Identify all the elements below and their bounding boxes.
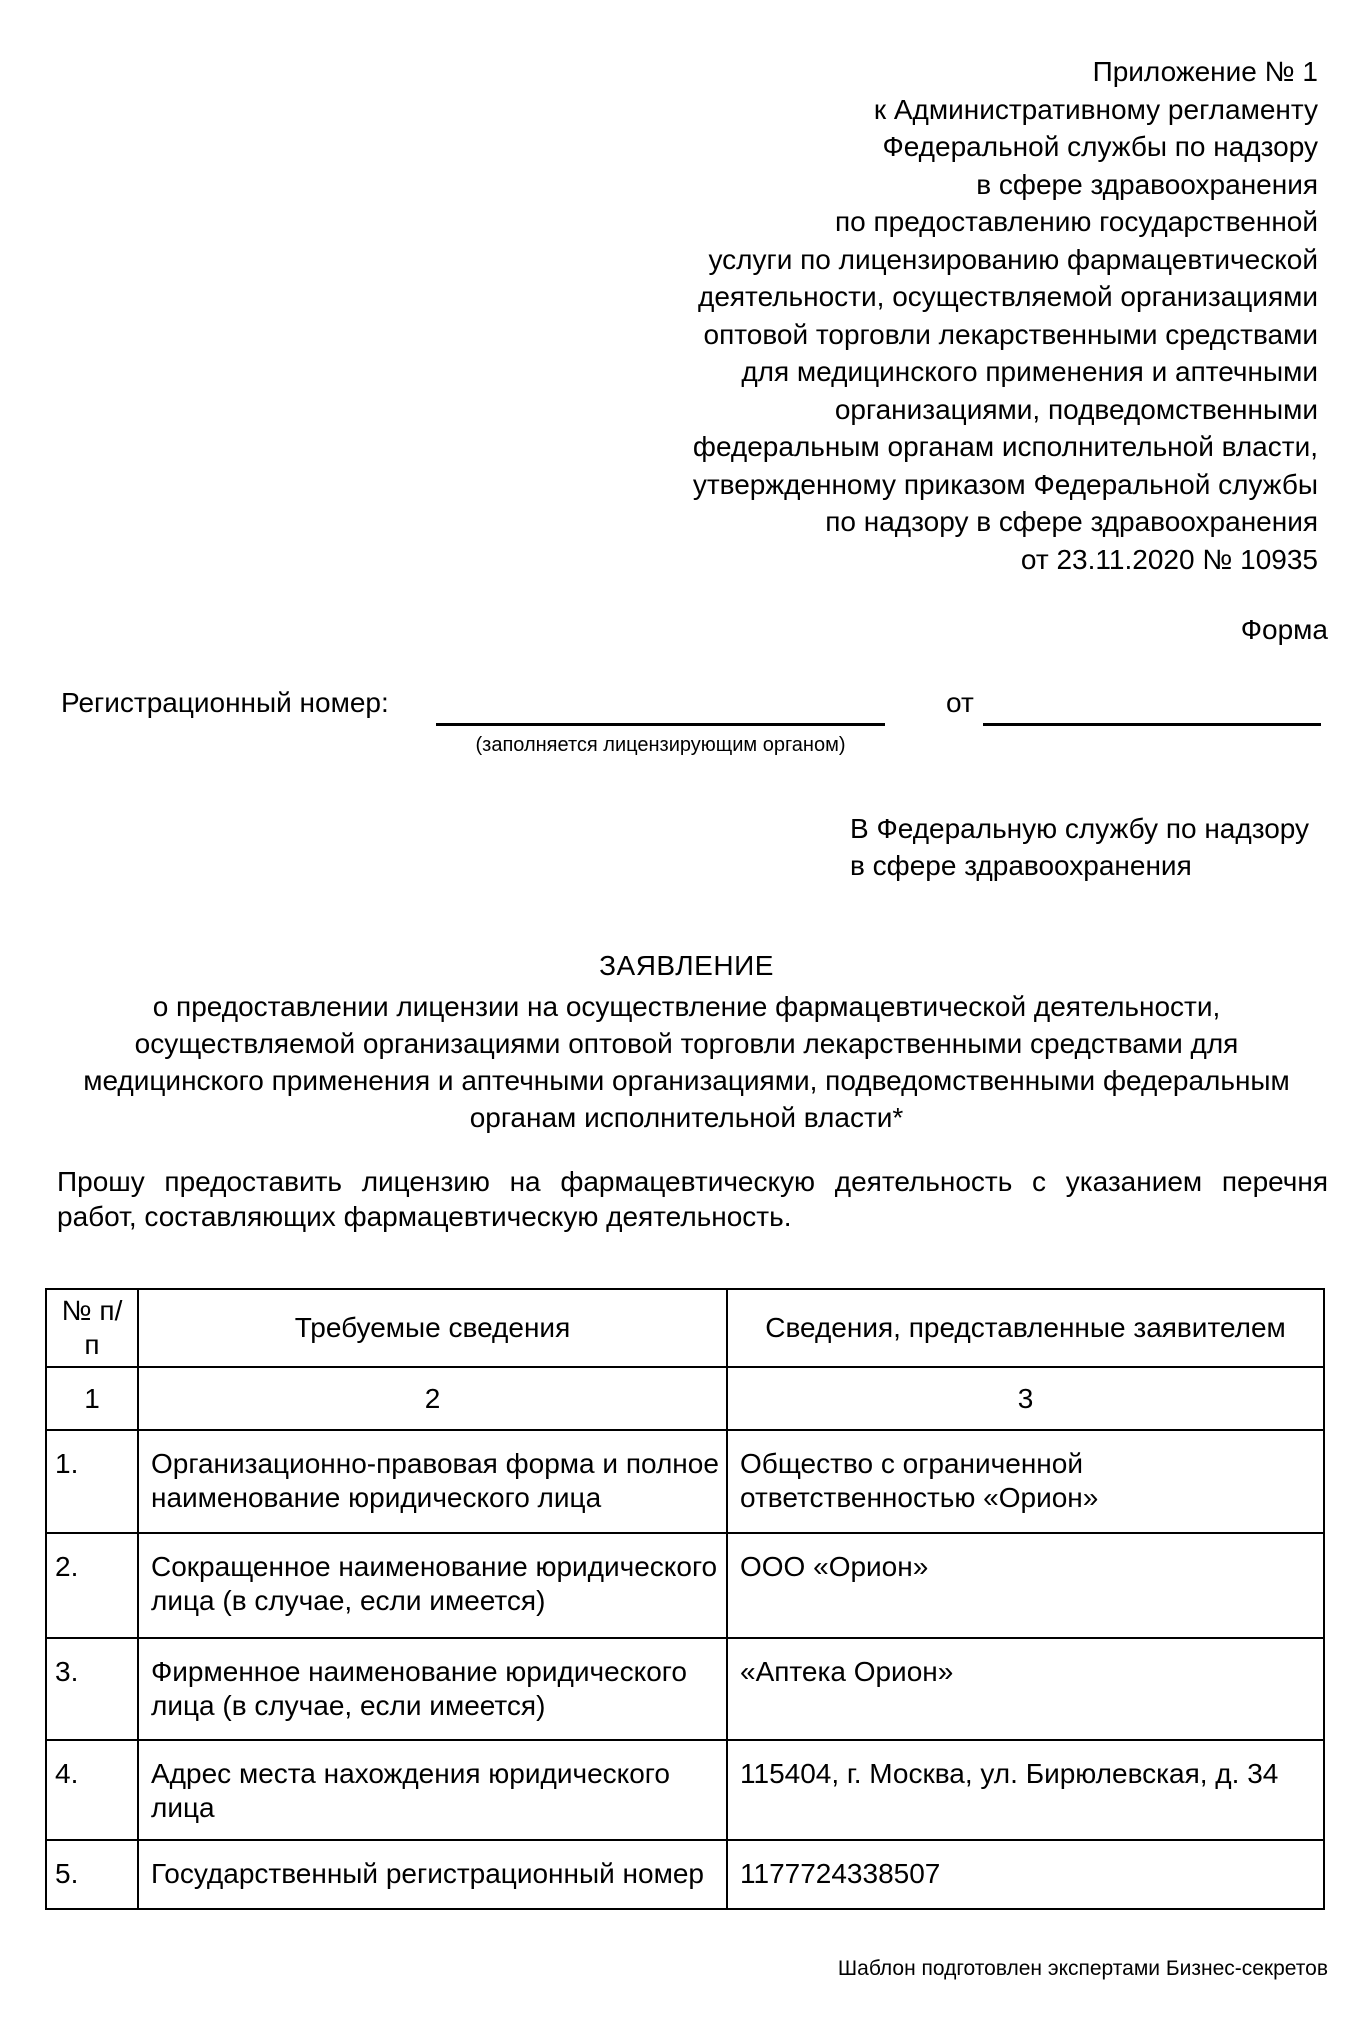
table-cell-num: 5. <box>46 1840 138 1909</box>
form-label: Форма <box>1240 614 1328 645</box>
appendix-header <box>45 53 1318 578</box>
table-cell-required: Адрес места нахождения юридического лица <box>138 1740 727 1840</box>
request-paragraph <box>57 1164 1328 1234</box>
table-header-row <box>46 1289 1324 1367</box>
appendix-header-line: от 23.11.2020 № 10935 <box>1020 543 1318 575</box>
appendix-header-line: в сфере здравоохранения <box>976 168 1318 200</box>
table-cell-provided: 115404, г. Москва, ул. Бирюлевская, д. 34 <box>727 1740 1324 1840</box>
table-cell-required: Фирменное наименование юридического лица (в случае, если имеется) <box>138 1638 727 1740</box>
addressee-block <box>850 810 1328 885</box>
table-cell-num: 1. <box>46 1430 138 1533</box>
table-column-numbers-row <box>46 1367 1324 1430</box>
registration-row <box>45 649 1328 759</box>
table-header-cell-num: № п/п <box>46 1289 138 1367</box>
statement-subtitle <box>45 988 1328 1136</box>
statement-subtitle-line: осуществляемой организациями оптовой торговли лекарственными средствами для <box>134 1028 1239 1059</box>
table-cell-required: Сокращенное наименование юридического лица (в случае, если имеется) <box>138 1533 727 1638</box>
addressee-line: в сфере здравоохранения <box>850 850 1192 881</box>
date-preposition-label: от <box>946 686 974 718</box>
appendix-header-line: услуги по лицензированию фармацевтической <box>708 243 1318 275</box>
table-cell-required: Государственный регистрационный номер <box>138 1840 727 1909</box>
table-cell-num: 2. <box>46 1533 138 1638</box>
appendix-header-line: федеральным органам исполнительной власти, <box>692 431 1318 462</box>
table-cell-provided: ООО «Орион» <box>727 1533 1324 1638</box>
registration-filled-by-note: (заполняется лицензирующим органом) <box>475 733 846 756</box>
appendix-header-line: оптовой торговли лекарственными средствами <box>703 318 1318 350</box>
table-row <box>46 1740 1324 1840</box>
appendix-header-line: утвержденному приказом Федеральной службы <box>692 468 1318 500</box>
appendix-header-line: организациями, подведомственными <box>834 393 1318 425</box>
table-header-cell-provided: Сведения, представленные заявителем <box>727 1289 1324 1367</box>
registration-number-field[interactable] <box>436 649 885 726</box>
appendix-header-line: к Административному регламенту <box>873 93 1318 125</box>
table-row <box>46 1430 1324 1533</box>
table-cell-provided: «Аптека Орион» <box>727 1638 1324 1740</box>
table-row <box>46 1533 1324 1638</box>
appendix-header-line: Федеральной службы по надзору <box>882 131 1318 162</box>
appendix-header-line: Приложение № 1 <box>1092 56 1318 87</box>
table-row <box>46 1840 1324 1909</box>
addressee-line: В Федеральную службу по надзору <box>850 812 1310 844</box>
table-row <box>46 1638 1324 1740</box>
table-cell-num: 4. <box>46 1740 138 1840</box>
registration-number-label: Регистрационный номер: <box>61 686 389 718</box>
statement-subtitle-line: органам исполнительной власти* <box>469 1102 904 1133</box>
appendix-header-line: деятельности, осуществляемой организациями <box>697 281 1318 312</box>
table-cell-provided: 1177724338507 <box>727 1840 1324 1909</box>
request-paragraph-line: работ, составляющих фармацевтическую деятельность. <box>57 1201 792 1232</box>
appendix-header-line: для медицинского применения и аптечными <box>741 356 1318 387</box>
table-cell-required: Организационно-правовая форма и полное наименование юридического лица <box>138 1430 727 1533</box>
table-column-number: 1 <box>46 1367 138 1430</box>
appendix-header-line: по надзору в сфере здравоохранения <box>825 506 1318 537</box>
statement-subtitle-line: о предоставлении лицензии на осуществление фармацевтической деятельности, <box>152 991 1221 1022</box>
table-cell-provided: Общество с ограниченной ответственностью «Орион» <box>727 1430 1324 1533</box>
statement-subtitle-line: медицинского применения и аптечными организациями, подведомственными федеральным <box>83 1065 1290 1096</box>
table-header-cell-required: Требуемые сведения <box>138 1289 727 1367</box>
template-credit: Шаблон подготовлен экспертами Бизнес-секретов <box>837 1957 1328 1980</box>
request-paragraph-line: Прошу предоставить лицензию на фармацевтическую деятельность с указанием перечня <box>57 1166 1328 1197</box>
registration-date-field[interactable] <box>983 649 1321 726</box>
table-column-number: 2 <box>138 1367 727 1430</box>
table-cell-num: 3. <box>46 1638 138 1740</box>
statement-title: ЗАЯВЛЕНИЕ <box>599 949 774 981</box>
application-table <box>45 1288 1325 1910</box>
appendix-header-line: по предоставлению государственной <box>834 206 1318 237</box>
table-column-number: 3 <box>727 1367 1324 1430</box>
